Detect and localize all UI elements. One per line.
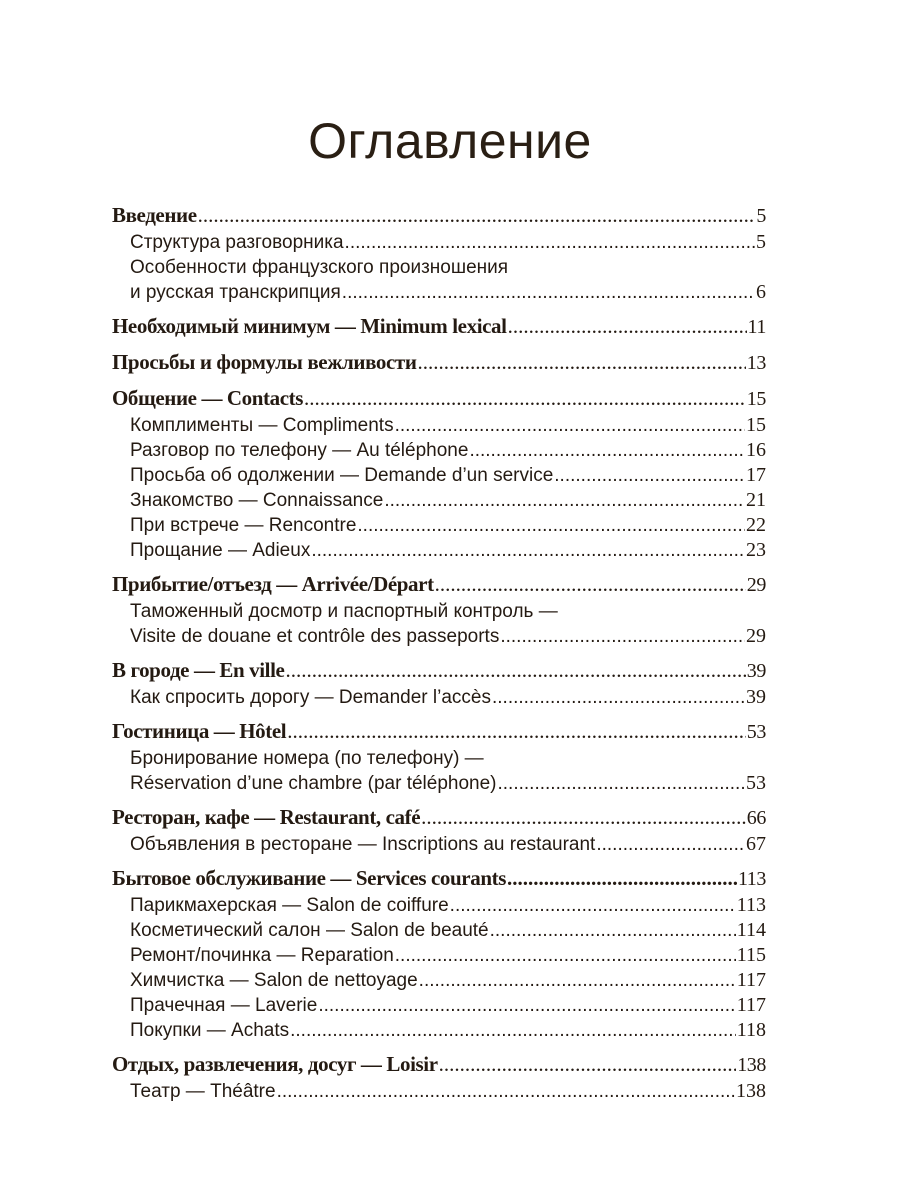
- toc-section: [112, 802, 766, 857]
- toc-section-entry[interactable]: [112, 200, 766, 230]
- toc-subentry[interactable]: [112, 413, 766, 438]
- toc-page-number: 29: [746, 625, 766, 647]
- toc-subentry[interactable]: [112, 771, 766, 796]
- dot-leader: [469, 438, 745, 463]
- toc-subentry[interactable]: [112, 280, 766, 305]
- toc-subentry-title: Косметический салон — Salon de beauté: [130, 920, 489, 941]
- toc-subentry-title: Просьба об одолжении — Demande d’un service: [130, 465, 554, 486]
- toc-page-number: 53: [746, 721, 766, 743]
- toc-subentry-continued[interactable]: [112, 746, 766, 771]
- dot-leader: [596, 832, 745, 857]
- toc-subentry[interactable]: [112, 893, 766, 918]
- toc-page-number: 15: [746, 388, 766, 410]
- toc-page-number: 5: [756, 205, 766, 227]
- toc-subentry[interactable]: [112, 438, 766, 463]
- toc-subentry[interactable]: [112, 624, 766, 649]
- toc-page-number: 66: [746, 807, 766, 829]
- toc-section-title: Просьбы и формулы вежливости: [112, 350, 417, 374]
- toc-section-entry[interactable]: [112, 863, 766, 893]
- toc-page-number: 13: [746, 352, 766, 374]
- toc-section-title: В городе — En ville: [112, 658, 285, 682]
- dot-leader: [290, 1018, 736, 1043]
- dot-leader: [490, 918, 736, 943]
- dot-leader: [439, 1049, 737, 1079]
- toc-section-entry[interactable]: [112, 655, 766, 685]
- dot-leader: [342, 280, 755, 305]
- dot-leader: [500, 624, 745, 649]
- toc-subentry[interactable]: [112, 993, 766, 1018]
- toc-page-number: 23: [746, 539, 766, 561]
- toc-subentry-title: Театр — Théâtre: [130, 1081, 276, 1102]
- page-title: Оглавление: [308, 113, 592, 169]
- toc-subentry-continued[interactable]: [112, 599, 766, 624]
- toc-section-entry[interactable]: [112, 802, 766, 832]
- toc-section-entry[interactable]: [112, 347, 766, 377]
- dot-leader: [384, 488, 745, 513]
- toc-section: [112, 1049, 766, 1104]
- toc-page-number: 15: [746, 414, 766, 436]
- table-of-contents: [112, 200, 766, 1110]
- toc-page-number: 17: [746, 464, 766, 486]
- toc-section-title: Прибытие/отъезд — Arrivée/Départ: [112, 572, 434, 596]
- toc-page-number: 39: [746, 686, 766, 708]
- toc-section-entry[interactable]: [112, 311, 766, 341]
- toc-section-entry[interactable]: [112, 1049, 766, 1079]
- toc-section-title: Ресторан, кафе — Restaurant, café: [112, 805, 421, 829]
- toc-section-title: Необходимый минимум — Minimum lexical: [112, 314, 507, 338]
- toc-subentry-title: Объявления в ресторане — Inscriptions au restaurant: [130, 834, 596, 855]
- dot-leader: [554, 463, 745, 488]
- toc-page-number: 118: [736, 1019, 766, 1041]
- toc-subentry-title: Réservation d’une chambre (par téléphone): [130, 773, 497, 794]
- toc-page-number: 11: [747, 316, 766, 338]
- dot-leader: [498, 771, 746, 796]
- toc-subentry-title: Как спросить дорогу — Demander l’accès: [130, 687, 491, 708]
- toc-page-number: 16: [746, 439, 766, 461]
- toc-section: [112, 200, 766, 305]
- toc-subentry-title: и русская транскрипция: [130, 282, 341, 303]
- dot-leader: [508, 311, 747, 341]
- toc-subentry[interactable]: [112, 943, 766, 968]
- toc-subentry-title: Прачечная — Laverie: [130, 995, 318, 1016]
- toc-page-number: 22: [746, 514, 766, 536]
- toc-section: [112, 863, 766, 1043]
- dot-leader: [311, 538, 745, 563]
- dot-leader: [395, 413, 745, 438]
- toc-section: [112, 569, 766, 649]
- toc-subentry[interactable]: [112, 1079, 766, 1104]
- toc-page-number: 5: [756, 231, 766, 253]
- toc-subentry-title: Парикмахерская — Salon de coiffure: [130, 895, 449, 916]
- toc-subentry-title: Структура разговорника: [130, 232, 344, 253]
- toc-page-number: 138: [736, 1080, 766, 1102]
- toc-section-entry[interactable]: [112, 569, 766, 599]
- toc-section: [112, 347, 766, 377]
- toc-page-number: 117: [736, 969, 766, 991]
- toc-section-title: Отдых, развлечения, досуг — Loisir: [112, 1052, 438, 1076]
- dot-leader: [304, 383, 746, 413]
- toc-subentry-title: Разговор по телефону — Au téléphone: [130, 440, 469, 461]
- toc-page-number: 113: [737, 868, 766, 890]
- toc-page-number: 67: [746, 833, 766, 855]
- dot-leader: [357, 513, 745, 538]
- toc-section: [112, 655, 766, 710]
- toc-subentry[interactable]: [112, 968, 766, 993]
- toc-subentry-title: Покупки — Achats: [130, 1020, 290, 1041]
- dot-leader: [198, 200, 756, 230]
- toc-subentry[interactable]: [112, 230, 766, 255]
- toc-page-number: 115: [736, 944, 766, 966]
- toc-page-number: 29: [746, 574, 766, 596]
- toc-page-number: 114: [736, 919, 766, 941]
- toc-page-number: 21: [746, 489, 766, 511]
- toc-section-title: Гостиница — Hôtel: [112, 719, 287, 743]
- toc-subentry-title: Ремонт/починка — Reparation: [130, 945, 394, 966]
- toc-subentry[interactable]: [112, 685, 766, 710]
- toc-section-title: Введение: [112, 203, 197, 227]
- dot-leader: [435, 569, 746, 599]
- toc-subentry-continued[interactable]: [112, 255, 766, 280]
- dot-leader: [287, 716, 746, 746]
- toc-subentry[interactable]: [112, 1018, 766, 1043]
- toc-section-entry[interactable]: [112, 716, 766, 746]
- toc-section-entry[interactable]: [112, 383, 766, 413]
- toc-subentry-title-line1: Особенности французского произношения: [130, 257, 509, 278]
- toc-section-title: Общение — Contacts: [112, 386, 304, 410]
- dot-leader: [395, 943, 736, 968]
- toc-subentry-title: Visite de douane et contrôle des passeports: [130, 626, 500, 647]
- toc-subentry-title: Прощание — Adieux: [130, 540, 311, 561]
- toc-page-number: 6: [756, 281, 766, 303]
- toc-subentry[interactable]: [112, 832, 766, 857]
- dot-leader: [277, 1079, 735, 1104]
- toc-page-number: 138: [737, 1054, 766, 1076]
- dot-leader: [421, 802, 746, 832]
- toc-page-number: 113: [736, 894, 766, 916]
- dot-leader: [450, 893, 736, 918]
- toc-subentry[interactable]: [112, 538, 766, 563]
- toc-section: [112, 383, 766, 563]
- dot-leader: [345, 230, 755, 255]
- toc-subentry[interactable]: [112, 918, 766, 943]
- dot-leader: [419, 968, 736, 993]
- toc-page-number: 39: [746, 660, 766, 682]
- toc-subentry[interactable]: [112, 513, 766, 538]
- toc-section: [112, 311, 766, 341]
- dot-leader: [318, 993, 735, 1018]
- toc-subentry-title: При встрече — Rencontre: [130, 515, 357, 536]
- toc-section-title: Бытовое обслуживание — Services courants: [112, 866, 506, 890]
- toc-subentry-title: Комплименты — Compliments: [130, 415, 394, 436]
- toc-subentry-title: Знакомство — Connaissance: [130, 490, 384, 511]
- dot-leader: [507, 863, 737, 893]
- dot-leader: [285, 655, 745, 685]
- dot-leader: [492, 685, 745, 710]
- toc-subentry-title: Химчистка — Salon de nettoyage: [130, 970, 418, 991]
- toc-subentry[interactable]: [112, 488, 766, 513]
- toc-page-number: 53: [746, 772, 766, 794]
- toc-subentry-title-line1: Бронирование номера (по телефону) —: [130, 748, 484, 769]
- toc-subentry-title-line1: Таможенный досмотр и паспортный контроль —: [130, 601, 558, 622]
- toc-section: [112, 716, 766, 796]
- dot-leader: [418, 347, 746, 377]
- toc-subentry[interactable]: [112, 463, 766, 488]
- toc-page-number: 117: [736, 994, 766, 1016]
